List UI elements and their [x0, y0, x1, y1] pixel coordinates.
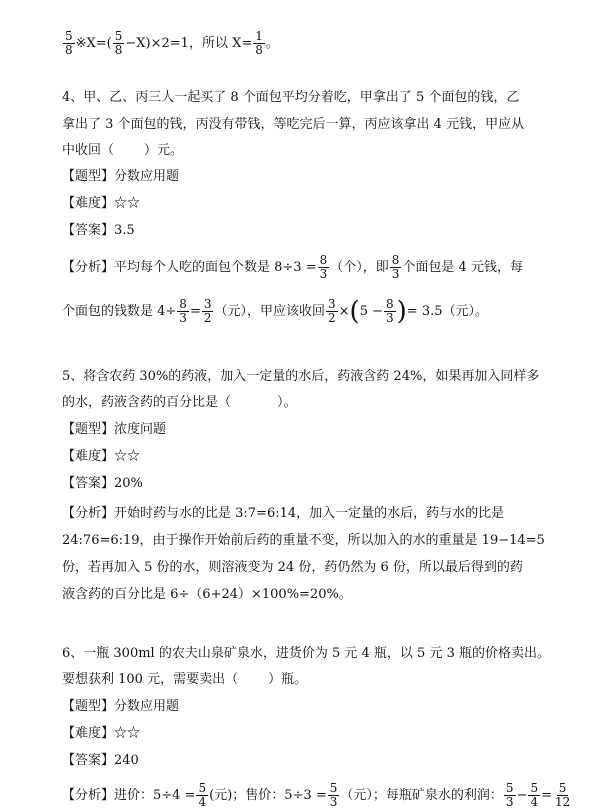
fraction: $\frac{3}{2}$	[203, 297, 212, 325]
fraction: $\frac{1}{8}$	[255, 29, 263, 57]
fraction: $\frac{5}{12}$	[554, 781, 571, 809]
q6-text-line-1: 6、一瓶 300ml 的农夫山泉矿泉水，进货价为 5 元 4 瓶，以 5 元 3 瓶的价格卖出。	[62, 646, 550, 661]
q4-answer: 【答案】3.5	[62, 223, 135, 238]
q6-difficulty: 【难度】☆☆	[62, 726, 141, 741]
q6-answer: 【答案】240	[62, 753, 139, 768]
q5-text-line-1: 5、将含农药 30%的药液，加入一定量的水后，药液含药 24%，如果再加入同样多	[62, 369, 540, 384]
q4-text-line-1: 4、甲、乙、丙三人一起买了 8 个面包平均分着吃，甲拿出了 5 个面包的钱，乙	[62, 90, 520, 105]
q6-type: 【题型】分数应用题	[62, 699, 180, 714]
q6-text-line-2: 要想获利 100 元，需要卖出（ ）瓶。	[62, 672, 308, 687]
q4-analysis-line-2: 个面包的钱数是 4÷ $\frac{8}{3}$ = $\frac{3}{2}$ （元），甲应该收回 $\frac{3}{2}$ ×(5 − $\frac{8}{3}$ )= 3.5（元）。	[62, 296, 488, 327]
fraction: $\frac{5}{8}$	[65, 29, 73, 57]
q3-solution-tail: $\frac{5}{8}$ ※X=( $\frac{5}{8}$ −X)×2=1，所以 X= $\frac{1}{8}$ 。	[65, 29, 279, 57]
fraction: $\frac{5}{3}$	[505, 781, 514, 809]
q5-type: 【题型】浓度问题	[62, 422, 167, 437]
q5-analysis-line-3: 份，若再加入 5 份的水，则溶液变为 24 份，药仍然为 6 份，所以最后得到的药	[62, 560, 523, 575]
q4-text-line-3: 中收回（ ）元。	[62, 143, 184, 158]
q4-text-line-2: 拿出了 3 个面包的钱，丙没有带钱，等吃完后一算，丙应该拿出 4 元钱，甲应从	[62, 117, 525, 132]
fraction: $\frac{3}{2}$	[328, 297, 336, 325]
fraction: $\frac{5}{4}$	[530, 781, 539, 809]
q4-type: 【题型】分数应用题	[62, 169, 180, 184]
fraction: $\frac{8}{3}$	[179, 297, 187, 325]
q5-analysis-line-1: 【分析】开始时药与水的比是 3:7=6:14，加入一定量的水后，药与水的比是	[62, 506, 505, 521]
q4-difficulty: 【难度】☆☆	[62, 196, 141, 211]
fraction: $\frac{8}{3}$	[319, 253, 328, 281]
q5-text-line-2: 的水，药液含药的百分比是（ ）。	[62, 395, 297, 410]
q5-analysis-line-2: 24:76=6:19，由于操作开始前后药的重量不变，所以加入的水的重量是 19−14=5	[62, 533, 545, 548]
q5-analysis-line-4: 液含药的百分比是 6÷（6+24）×100%=20%。	[62, 587, 352, 602]
q5-answer: 【答案】20%	[62, 476, 143, 491]
fraction: $\frac{5}{8}$	[114, 29, 123, 57]
fraction: $\frac{5}{3}$	[329, 781, 338, 809]
q5-difficulty: 【难度】☆☆	[62, 449, 141, 464]
q6-analysis-line: 【分析】进价：5÷4 = $\frac{5}{4}$ (元)；售价：5÷3 = $\frac{5}{3}$ （元）；每瓶矿泉水的利润： $\frac{5}{3}$ − $\frac{5}{4}$ = $\frac{5}{12}$	[62, 781, 571, 809]
q4-analysis-line-1: 【分析】平均每个人吃的面包个数是 8÷3 = $\frac{8}{3}$ （个），即 $\frac{8}{3}$ 个面包是 4 元钱，每	[62, 253, 523, 281]
fraction: $\frac{8}{3}$	[391, 253, 400, 281]
fraction: $\frac{5}{4}$	[198, 781, 207, 809]
fraction: $\frac{8}{3}$	[386, 297, 394, 325]
